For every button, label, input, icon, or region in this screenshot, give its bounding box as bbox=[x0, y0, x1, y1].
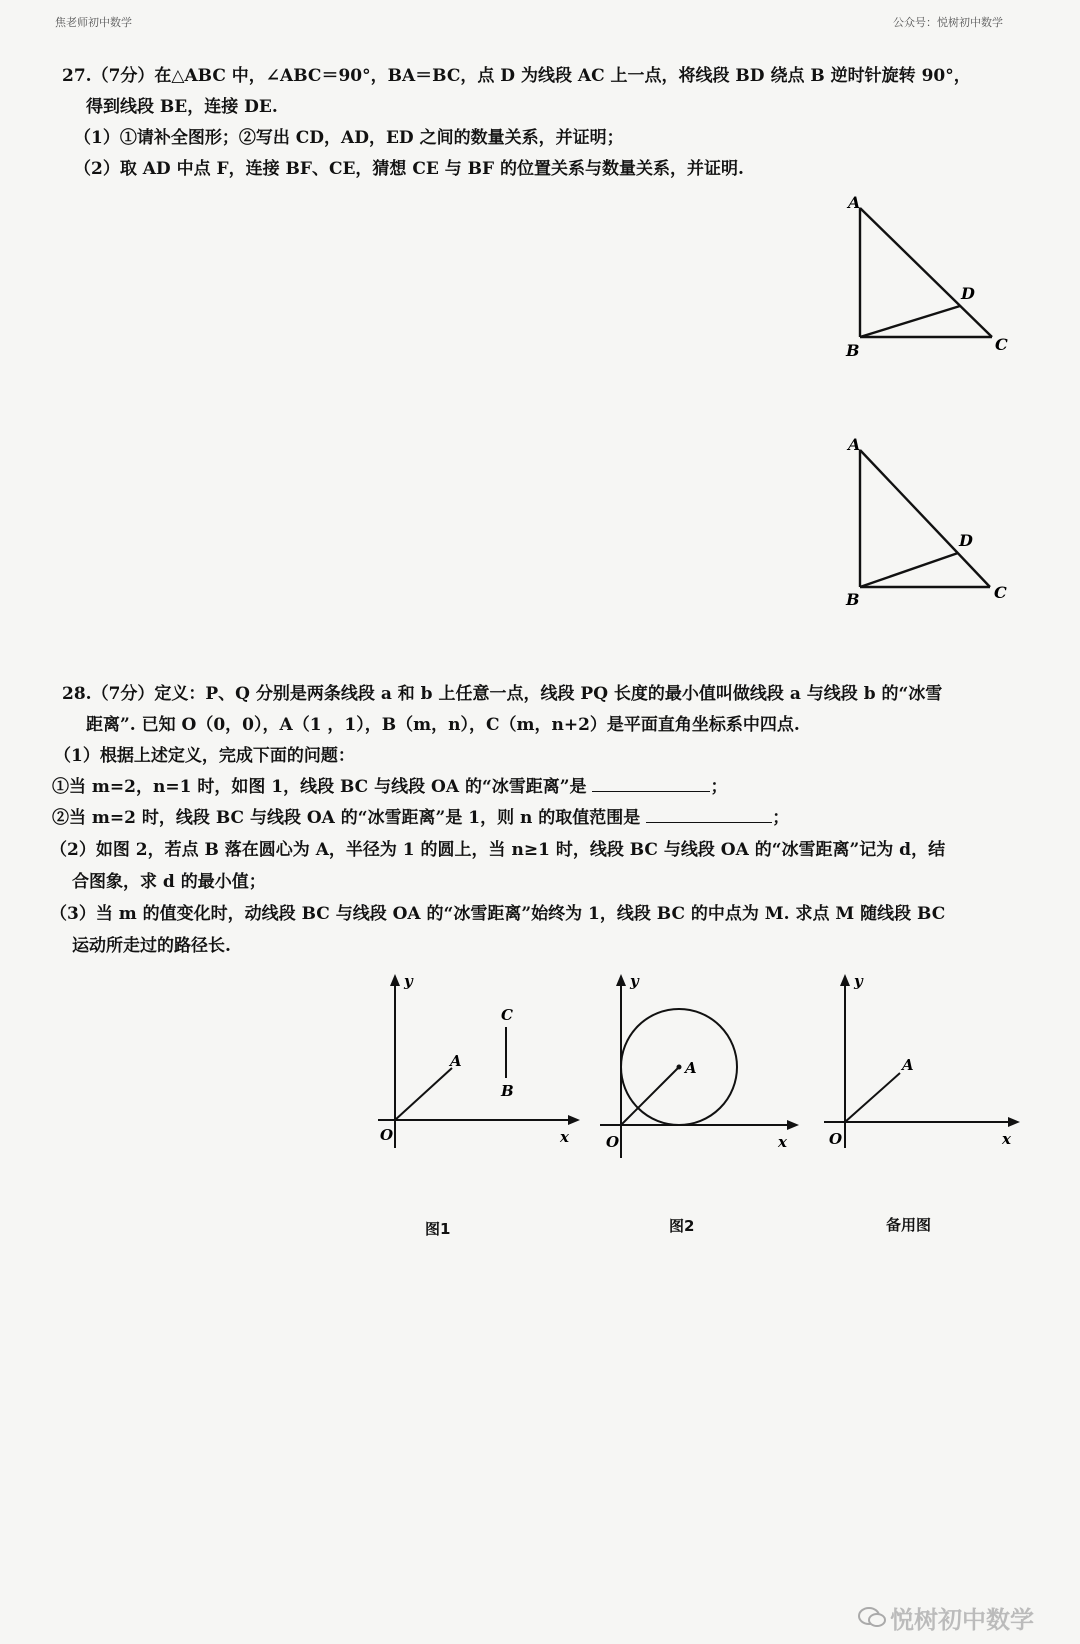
x-axis-arrow-icon bbox=[568, 1115, 580, 1125]
segment-oa bbox=[395, 1068, 452, 1120]
label-a: A bbox=[450, 1052, 462, 1070]
q28-line6: （2）如图 2，若点 B 落在圆心为 A，半径为 1 的圆上，当 n≥1 时，线段 BC 与线段 OA 的“冰雪距离”记为 d，结 bbox=[50, 840, 946, 860]
q27-line3: （1）①请补全图形；②写出 CD，AD，ED 之间的数量关系，并证明； bbox=[74, 128, 624, 148]
q28-line7: 合图象，求 d 的最小值； bbox=[72, 872, 266, 892]
header-right: 公众号：悦树初中数学 bbox=[893, 16, 1003, 29]
q28-line5-text: ②当 m=2 时，线段 BC 与线段 OA 的“冰雪距离”是 1，则 n 的取值范围是 bbox=[52, 808, 641, 828]
q28-line5 bbox=[52, 808, 789, 828]
point-a bbox=[677, 1065, 682, 1070]
q28-line3: （1）根据上述定义，完成下面的问题： bbox=[54, 746, 355, 766]
label-o: O bbox=[606, 1133, 620, 1151]
q27-line1: 27.（7分）在△ABC 中，∠ABC＝90°，BA＝BC，点 D 为线段 AC 上一点，将线段 BD 绕点 B 逆时针旋转 90°， bbox=[62, 66, 971, 86]
footer-logo-text: 悦树初中数学 bbox=[890, 1606, 1034, 1634]
q27-fig1-label-a: A bbox=[848, 193, 861, 212]
header-left: 焦老师初中数学 bbox=[55, 16, 132, 29]
q27-fig2-label-d: D bbox=[959, 531, 973, 550]
q28-line4 bbox=[52, 777, 727, 797]
q28-figure-2-caption: 图2 bbox=[669, 1217, 695, 1235]
q27-line2: 得到线段 BE，连接 DE. bbox=[86, 97, 278, 117]
x-axis-arrow-icon bbox=[1008, 1117, 1020, 1127]
q27-fig1-label-d: D bbox=[961, 284, 975, 303]
q27-figure-1 bbox=[840, 190, 1020, 360]
q27-fig1-label-b: B bbox=[846, 341, 860, 360]
q27-fig2-label-b: B bbox=[846, 590, 860, 607]
label-y: y bbox=[854, 972, 863, 990]
q28-line8: （3）当 m 的值变化时，动线段 BC 与线段 OA 的“冰雪距离”始终为 1，线段 BC 的中点为 M. 求点 M 随线段 BC bbox=[50, 904, 946, 924]
label-o: O bbox=[829, 1130, 843, 1148]
q28-line5-end: ； bbox=[772, 808, 790, 828]
label-x: x bbox=[1002, 1130, 1011, 1148]
y-axis-arrow-icon bbox=[390, 974, 400, 986]
label-a: A bbox=[902, 1056, 914, 1074]
q28-line1: 28.（7分）定义：P、Q 分别是两条线段 a 和 b 上任意一点，线段 PQ 长度的最小值叫做线段 a 与线段 b 的“冰雪 bbox=[62, 684, 943, 704]
wechat-logo-icon bbox=[858, 1606, 886, 1632]
q27-figure-2 bbox=[840, 432, 1020, 607]
label-y: y bbox=[404, 972, 413, 990]
y-axis-arrow-icon bbox=[616, 974, 626, 986]
q28-figure-1 bbox=[368, 970, 588, 1185]
q27-line4: （2）取 AD 中点 F，连接 BF、CE，猜想 CE 与 BF 的位置关系与数量关系，并证明. bbox=[74, 159, 744, 179]
q27-fig2-label-a: A bbox=[848, 435, 861, 454]
q27-fig2-segment-bd bbox=[860, 553, 958, 587]
q27-fig2-side-ac bbox=[860, 450, 990, 587]
q28-figure-2 bbox=[592, 970, 812, 1185]
q28-answer-blank-1[interactable] bbox=[592, 777, 710, 792]
x-axis-arrow-icon bbox=[787, 1120, 799, 1130]
q28-answer-blank-2[interactable] bbox=[646, 808, 772, 823]
q28-figure-1-caption: 图1 bbox=[425, 1220, 451, 1238]
q28-line2: 距离”. 已知 O（0，0），A（1 ，1），B（m，n），C（m，n+2）是平面直角坐标系中四点. bbox=[86, 715, 800, 735]
q28-figure-spare bbox=[816, 970, 1036, 1185]
label-x: x bbox=[778, 1133, 787, 1151]
label-b: B bbox=[501, 1082, 514, 1100]
q28-line4-text: ①当 m=2，n=1 时，如图 1，线段 BC 与线段 OA 的“冰雪距离”是 bbox=[52, 777, 587, 797]
label-c: C bbox=[501, 1006, 513, 1024]
q27-fig1-segment-bd bbox=[860, 306, 960, 337]
segment-oa bbox=[845, 1073, 900, 1122]
label-o: O bbox=[380, 1126, 394, 1144]
label-x: x bbox=[560, 1128, 569, 1146]
q28-line9: 运动所走过的路径长. bbox=[72, 936, 231, 956]
q27-fig1-label-c: C bbox=[995, 335, 1008, 354]
q28-line4-end: ； bbox=[710, 777, 728, 797]
q28-figure-spare-caption: 备用图 bbox=[886, 1216, 932, 1234]
y-axis-arrow-icon bbox=[840, 974, 850, 986]
label-a: A bbox=[685, 1059, 697, 1077]
label-y: y bbox=[630, 972, 639, 990]
q27-fig2-label-c: C bbox=[994, 583, 1007, 602]
